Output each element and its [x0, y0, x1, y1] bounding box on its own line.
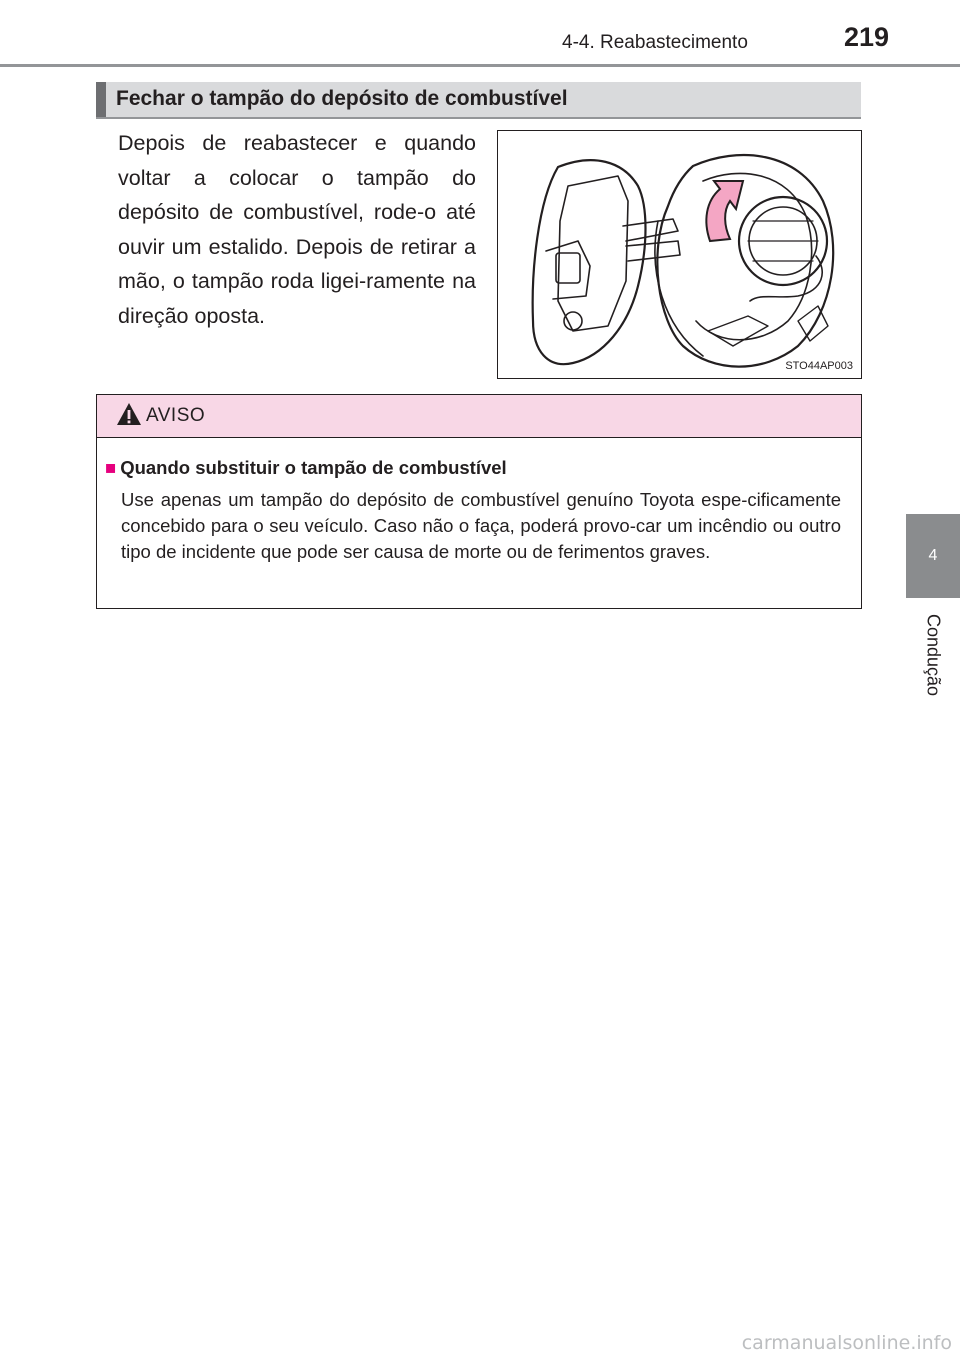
rotation-arrow-icon [706, 181, 743, 241]
section-title: Fechar o tampão do depósito de combustível [116, 87, 568, 110]
warning-header [97, 395, 861, 438]
warning-box [96, 394, 862, 609]
chapter-label: Condução [923, 613, 944, 697]
warning-triangle-icon [116, 401, 142, 427]
section-accent [96, 82, 106, 117]
header-section: 4-4. Reabastecimento [562, 32, 748, 53]
chapter-number: 4 [928, 547, 938, 564]
header-rule [0, 64, 960, 67]
figure-code: STO44AP003 [785, 360, 853, 372]
page-number: 219 [844, 22, 890, 52]
watermark: carmanualsonline.info [741, 1332, 952, 1354]
chapter-tab[interactable] [906, 514, 960, 598]
section-body-text: Depois de reabastecer e quando voltar a colocar o tampão do depósito de combustível, rode-o até ouvir um estalido. Depois de retirar a mão, o tampão roda ligei-ramente na direção oposta. [118, 131, 476, 328]
fuel-cap-illustration [498, 131, 860, 377]
fuel-cap-figure [497, 130, 862, 379]
warning-text: Use apenas um tampão do depósito de combustível genuíno Toyota espe-cificamente concebido para o seu veículo. Caso não o faça, poderá provo-car um incêndio ou outro tipo de incidente que pode ser causa de morte ou de ferimentos graves. [121, 489, 841, 562]
section-title-bar [96, 82, 861, 119]
bullet-square-icon: ■ [105, 457, 117, 478]
warning-subtitle [105, 457, 507, 479]
warning-label: AVISO [146, 405, 206, 426]
warning-subtitle-text: Quando substituir o tampão de combustível [120, 457, 507, 478]
